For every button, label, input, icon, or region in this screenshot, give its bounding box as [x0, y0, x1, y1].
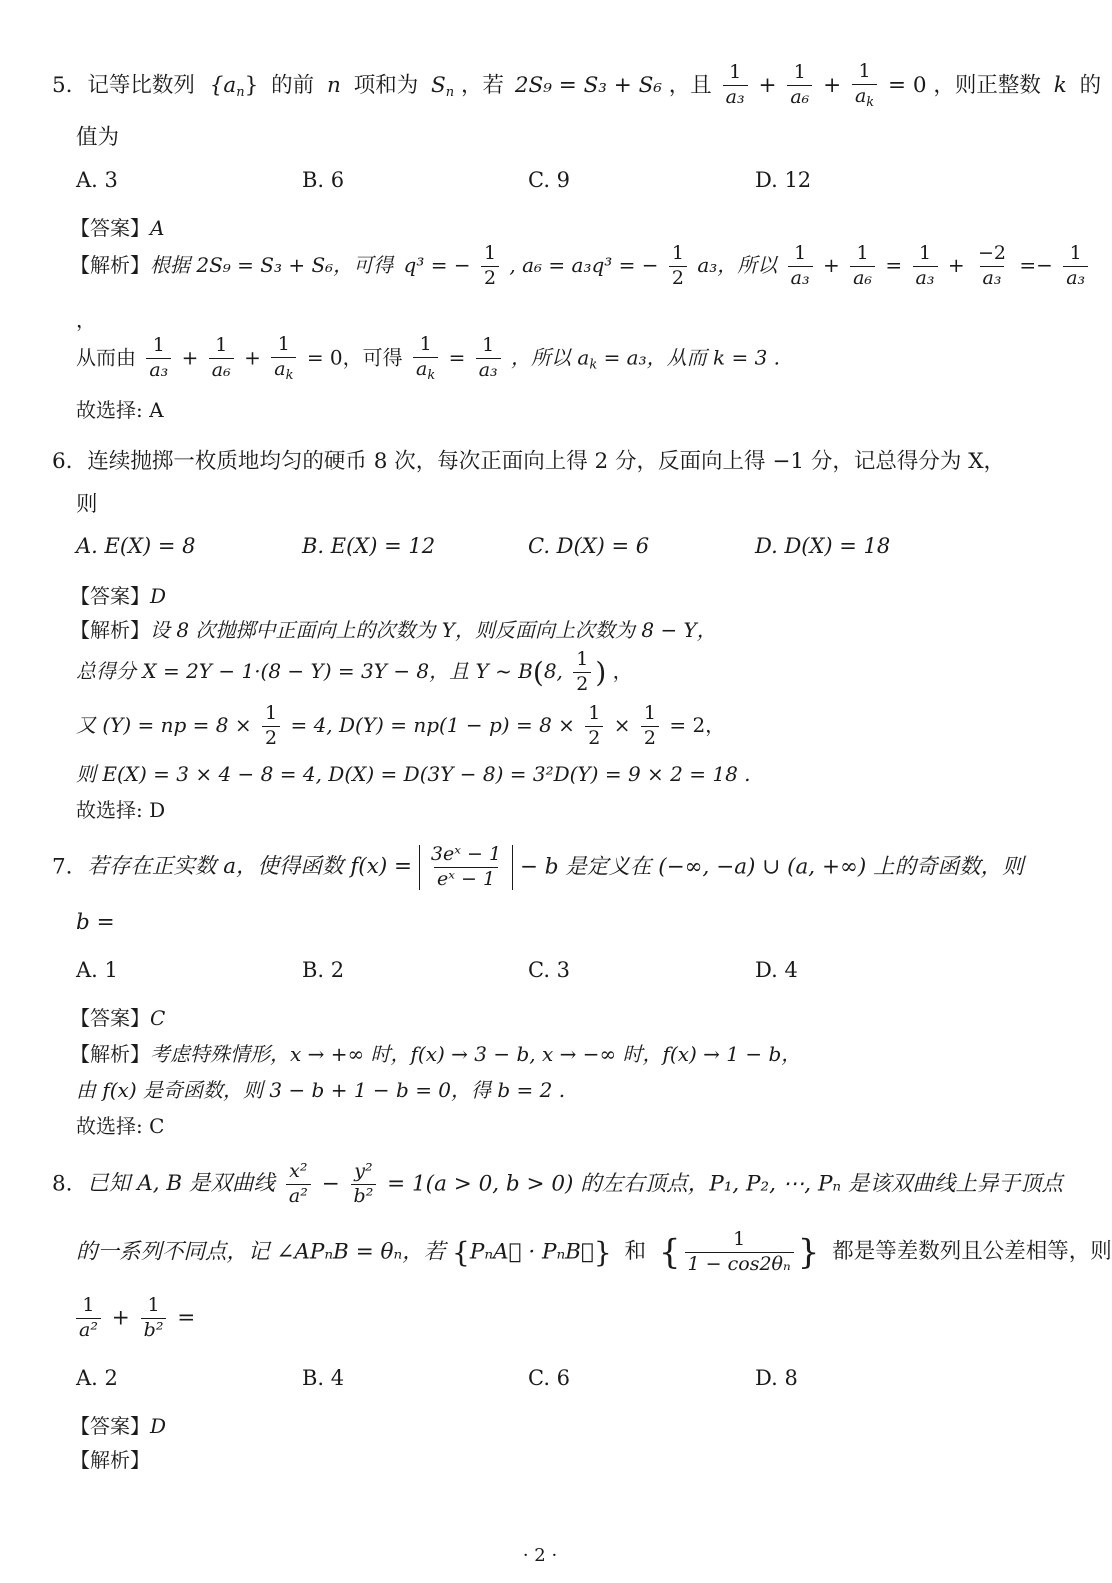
q5-answer: 【答案】A: [70, 216, 165, 240]
frac-1-a6: $\frac{1}{\text{a₆}}$: [787, 63, 812, 108]
q6-option-a: A. E(X) = 8: [76, 534, 196, 558]
q6-stem-line1: 6. 连续抛掷一枚质地均匀的硬币 8 次，每次正面向上得 2 分，反面向上得 −1 分，记总得分为 X，: [52, 449, 1006, 474]
q5-choose: 故选择: A: [76, 398, 164, 422]
q5-option-b: B. 6: [302, 168, 345, 192]
q8-stem-line2: 的一系列不同点，记 ∠APₙB = θₙ，若 {PₙA⃗ · PₙB⃗} 和 { $\frac{1}{\text{1 − cos2θₙ}}$ } 都是等差数列且公差相等，则: [76, 1228, 1112, 1275]
q5-option-d: D. 12: [755, 168, 812, 192]
q8-option-d: D. 8: [755, 1366, 798, 1390]
q6-option-c: C. D(X) = 6: [528, 534, 650, 558]
q8-answer: 【答案】D: [70, 1414, 167, 1438]
q6-option-d: D. D(X) = 18: [755, 534, 891, 558]
frac-1-ak: $\frac{1}{a_k}$: [852, 62, 877, 110]
q6-solution-line4: 则 E(X) = 3 × 4 − 8 = 4, D(X) = D(3Y − 8) = 3²D(Y) = 9 × 2 = 18 .: [76, 762, 751, 786]
q5-solution-line1: 【解析】根据 2S₉ = S₃ + S₆，可得 q³ = − $\frac{1}{2}$ , a₆ = a₃q³ = − $\frac{1}{2}$ a₃，所以 $\frac{1}{\text{a₃}}$ + $\frac{1}{\text{a₆}}$ = $\frac{1}{\text{a₃}}$ + $\frac{-2}{\text{a₃}}$ =− $\frac{1}{\text{a₃}}$: [70, 244, 1092, 289]
q6-solution-line2: 总得分 X = 2Y − 1·(8 − Y) = 3Y − 8，且 Y ~ B(8, $\frac{1}{2}$ ) ，: [76, 648, 633, 695]
q5-stem-line1: 5. 记等比数列 $\{a_n\}$ 的前 n 项和为 $S_n$ ，若 2S₉ = S₃ + S₆ ，且 $\frac{1}{\text{a₃}}$ + $\frac{1}{\text{a₆}}$ + $\frac{1}{a_k}$ = 0 ，则正整数 k 的: [52, 60, 1102, 110]
q7-answer: 【答案】C: [70, 1006, 166, 1030]
q6-solution-line1: 【解析】设 8 次抛掷中正面向上的次数为 Y，则反面向上次数为 8 − Y，: [70, 618, 717, 642]
q7-choose: 故选择: C: [76, 1114, 165, 1138]
q5-stem-line2: 值为: [76, 125, 120, 150]
q6-solution-line3: 又 (Y) = np = 8 × $\frac{1}{2}$ = 4, D(Y) = np(1 − p) = 8 × $\frac{1}{2}$ × $\frac{1}{2}$ = 2，: [76, 702, 726, 749]
q7-stem-line2: b =: [76, 910, 115, 935]
frac-1-a3: $\frac{1}{\text{a₃}}$: [723, 63, 748, 108]
q5-option-c: C. 9: [528, 168, 571, 192]
q6-stem-line2: 则: [76, 492, 98, 517]
q6-option-b: B. E(X) = 12: [302, 534, 436, 558]
q5-solution-comma: ，: [76, 308, 96, 332]
q7-solution-line2: 由 f(x) 是奇函数，则 3 − b + 1 − b = 0，得 b = 2 .: [76, 1078, 566, 1102]
q7-stem-line1: 7. 若存在正实数 a，使得函数 f(x) = $\frac{\text{3eˣ − 1}}{\text{eˣ − 1}}$ − b 是定义在 (−∞, −a) ∪ (a, +∞) 上的奇函数，则: [52, 843, 1024, 890]
q8-option-b: B. 4: [302, 1366, 345, 1390]
q8-option-c: C. 6: [528, 1366, 571, 1390]
q5-option-a: A. 3: [76, 168, 118, 192]
q5-solution-line2: 从而由 $\frac{1}{\text{a₃}}$ + $\frac{1}{\text{a₆}}$ + $\frac{1}{a_k}$ = 0，可得 $\frac{1}{a_k}$ = $\frac{1}{\text{a₃}}$ ，所以 $a_k = a_3$，从而 k = 3 .: [76, 333, 781, 383]
q8-stem-line1: 8. 已知 A, B 是双曲线 $\frac{\text{x²}}{\text{a²}}$ − $\frac{\text{y²}}{\text{b²}}$ = 1(a > 0, b > 0) 的左右顶点，P₁, P₂, ⋯, Pₙ 是该双曲线上异于顶点: [52, 1160, 1063, 1207]
q7-option-b: B. 2: [302, 958, 345, 982]
q8-option-a: A. 2: [76, 1366, 118, 1390]
q7-option-c: C. 3: [528, 958, 571, 982]
q7-solution-line1: 【解析】考虑特殊情形，x → +∞ 时，f(x) → 3 − b, x → −∞ 时，f(x) → 1 − b，: [70, 1042, 802, 1066]
q6-answer: 【答案】D: [70, 584, 167, 608]
q8-solution-label: 【解析】: [70, 1448, 150, 1472]
q6-choose: 故选择: D: [76, 798, 166, 822]
q7-option-d: D. 4: [755, 958, 798, 982]
q7-option-a: A. 1: [76, 958, 118, 982]
page-number: · 2 ·: [522, 1545, 558, 1566]
q8-stem-line3: $\frac{1}{\text{a²}}$ + $\frac{1}{\text{b²}}$ =: [72, 1296, 195, 1341]
